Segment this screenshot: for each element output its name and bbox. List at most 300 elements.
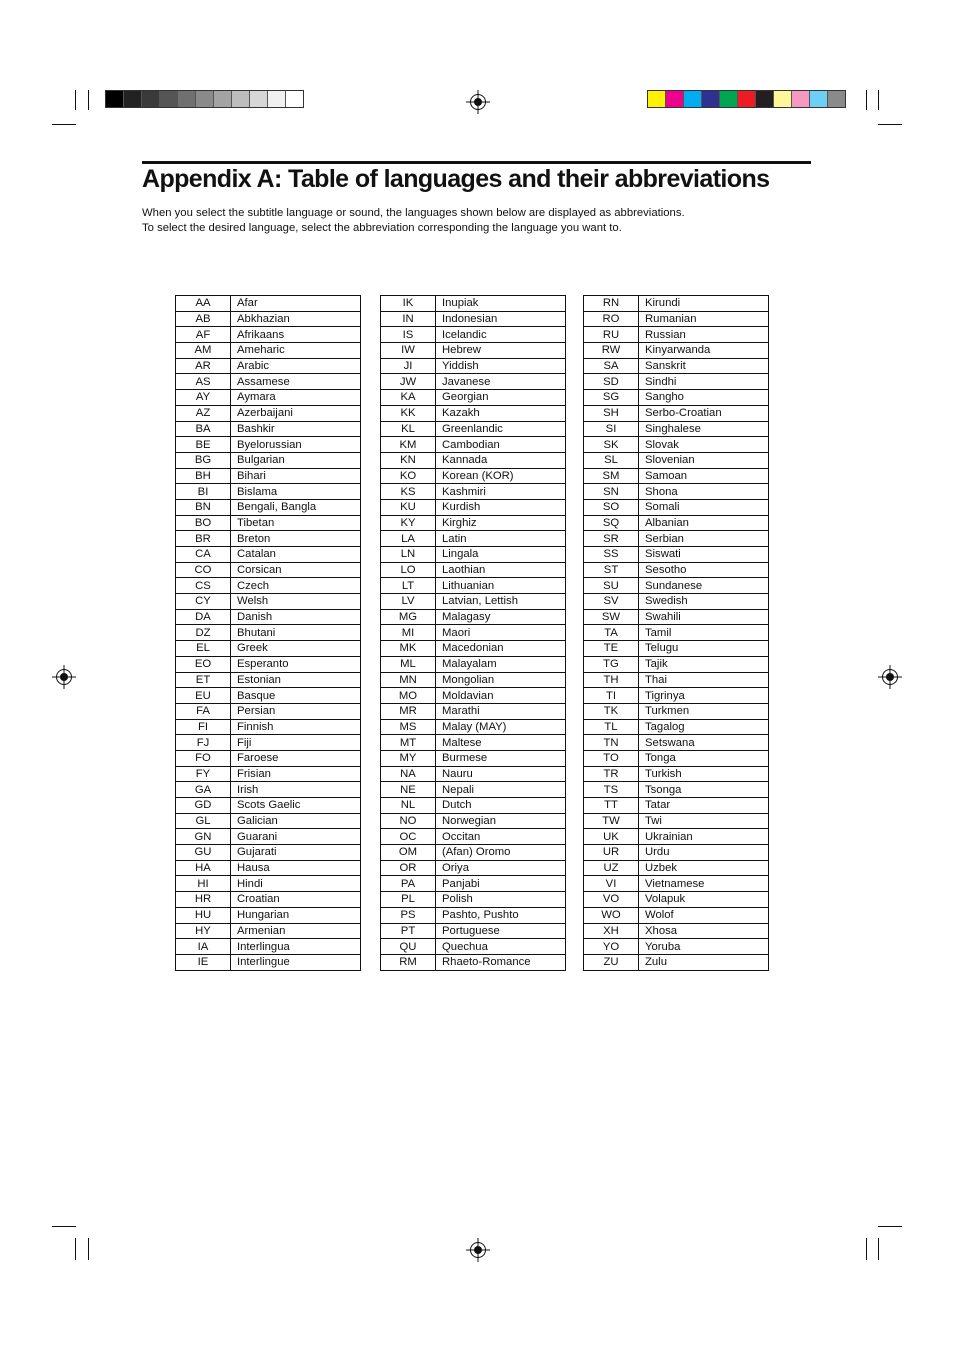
language-name: Finnish xyxy=(231,719,361,735)
language-name: Latvian, Lettish xyxy=(436,594,566,610)
table-row xyxy=(381,296,566,312)
language-name: Frisian xyxy=(231,766,361,782)
language-code: FI xyxy=(176,719,231,735)
language-name: Czech xyxy=(231,578,361,594)
language-name: Sundanese xyxy=(639,578,769,594)
language-name: Pashto, Pushto xyxy=(436,907,566,923)
language-code: EO xyxy=(176,656,231,672)
table-row xyxy=(381,327,566,343)
language-name: Croatian xyxy=(231,892,361,908)
language-name: Kinyarwanda xyxy=(639,343,769,359)
language-code: JW xyxy=(381,374,436,390)
language-name: Estonian xyxy=(231,672,361,688)
crop-mark xyxy=(75,1238,76,1260)
table-row xyxy=(176,892,361,908)
language-name: Rumanian xyxy=(639,311,769,327)
table-row xyxy=(381,939,566,955)
table-row xyxy=(584,735,769,751)
table-row xyxy=(381,625,566,641)
language-name: Bihari xyxy=(231,468,361,484)
language-code: GA xyxy=(176,782,231,798)
crop-mark xyxy=(52,1226,76,1227)
language-name: Abkhazian xyxy=(231,311,361,327)
language-name: Maltese xyxy=(436,735,566,751)
language-code: TL xyxy=(584,719,639,735)
language-name: Greek xyxy=(231,641,361,657)
language-name: Bengali, Bangla xyxy=(231,499,361,515)
language-code: SK xyxy=(584,437,639,453)
registration-mark-icon xyxy=(470,1242,486,1258)
color-swatch xyxy=(810,91,828,107)
language-code: SL xyxy=(584,452,639,468)
language-name: Xhosa xyxy=(639,923,769,939)
crop-mark xyxy=(866,1238,867,1260)
color-swatch xyxy=(702,91,720,107)
table-row xyxy=(584,311,769,327)
language-code: TS xyxy=(584,782,639,798)
language-table xyxy=(175,295,361,971)
crop-mark xyxy=(878,90,879,110)
table-row xyxy=(584,813,769,829)
table-row xyxy=(584,954,769,970)
language-code: QU xyxy=(381,939,436,955)
language-code: IN xyxy=(381,311,436,327)
language-code: IA xyxy=(176,939,231,955)
language-name: Burmese xyxy=(436,750,566,766)
table-row xyxy=(381,813,566,829)
language-name: Indonesian xyxy=(436,311,566,327)
language-name: Tamil xyxy=(639,625,769,641)
table-row xyxy=(176,484,361,500)
language-code: RM xyxy=(381,954,436,970)
language-name: Interlingue xyxy=(231,954,361,970)
table-row xyxy=(584,860,769,876)
table-row xyxy=(176,719,361,735)
language-name: Sindhi xyxy=(639,374,769,390)
grayscale-calibration-bar xyxy=(105,90,304,108)
table-row xyxy=(176,405,361,421)
table-row xyxy=(381,860,566,876)
table-row xyxy=(584,829,769,845)
table-row xyxy=(381,531,566,547)
language-code: NA xyxy=(381,766,436,782)
language-code: TE xyxy=(584,641,639,657)
table-row xyxy=(176,421,361,437)
language-name: Kirundi xyxy=(639,296,769,312)
table-row xyxy=(176,390,361,406)
crop-mark xyxy=(878,124,902,125)
table-row xyxy=(176,547,361,563)
table-row xyxy=(176,311,361,327)
table-row xyxy=(176,343,361,359)
language-code: SW xyxy=(584,609,639,625)
table-row xyxy=(584,907,769,923)
language-name: Korean (KOR) xyxy=(436,468,566,484)
color-swatch xyxy=(268,91,286,107)
language-code: SQ xyxy=(584,515,639,531)
language-code: BN xyxy=(176,499,231,515)
language-name: Nepali xyxy=(436,782,566,798)
table-row xyxy=(381,845,566,861)
language-code: VO xyxy=(584,892,639,908)
color-swatch xyxy=(738,91,756,107)
language-name: Hindi xyxy=(231,876,361,892)
language-name: Tibetan xyxy=(231,515,361,531)
table-row xyxy=(176,641,361,657)
language-code: ML xyxy=(381,656,436,672)
table-row xyxy=(176,782,361,798)
language-code: KM xyxy=(381,437,436,453)
table-row xyxy=(381,311,566,327)
language-name: Ukrainian xyxy=(639,829,769,845)
language-name: Russian xyxy=(639,327,769,343)
table-row xyxy=(176,499,361,515)
table-row xyxy=(381,782,566,798)
language-code: SI xyxy=(584,421,639,437)
crop-mark xyxy=(878,1226,902,1227)
language-code: LA xyxy=(381,531,436,547)
language-code: HI xyxy=(176,876,231,892)
language-code: UR xyxy=(584,845,639,861)
table-row xyxy=(176,468,361,484)
language-code: BG xyxy=(176,452,231,468)
language-code: SV xyxy=(584,594,639,610)
color-swatch xyxy=(250,91,268,107)
table-row xyxy=(176,688,361,704)
language-name: Welsh xyxy=(231,594,361,610)
language-code: FJ xyxy=(176,735,231,751)
language-code: SD xyxy=(584,374,639,390)
language-code: TG xyxy=(584,656,639,672)
language-code: PL xyxy=(381,892,436,908)
intro-text xyxy=(142,206,685,236)
language-name: Portuguese xyxy=(436,923,566,939)
language-name: Cambodian xyxy=(436,437,566,453)
language-name: Panjabi xyxy=(436,876,566,892)
table-row xyxy=(584,656,769,672)
language-code: VI xyxy=(584,876,639,892)
language-name: Macedonian xyxy=(436,641,566,657)
crop-mark xyxy=(88,1238,89,1260)
language-name: Hebrew xyxy=(436,343,566,359)
table-row xyxy=(584,609,769,625)
table-row xyxy=(176,374,361,390)
language-name: Sangho xyxy=(639,390,769,406)
language-code: WO xyxy=(584,907,639,923)
language-name: Basque xyxy=(231,688,361,704)
color-swatch xyxy=(792,91,810,107)
table-row xyxy=(176,954,361,970)
language-code: OR xyxy=(381,860,436,876)
language-name: Bislama xyxy=(231,484,361,500)
table-row xyxy=(584,421,769,437)
language-code: SR xyxy=(584,531,639,547)
language-code: RN xyxy=(584,296,639,312)
language-code: IE xyxy=(176,954,231,970)
language-code: KK xyxy=(381,405,436,421)
table-row xyxy=(176,515,361,531)
language-name: Norwegian xyxy=(436,813,566,829)
language-code: MT xyxy=(381,735,436,751)
crop-mark xyxy=(878,1238,879,1260)
table-row xyxy=(584,594,769,610)
language-code: AZ xyxy=(176,405,231,421)
language-code: LT xyxy=(381,578,436,594)
language-name: Catalan xyxy=(231,547,361,563)
table-row xyxy=(584,892,769,908)
table-row xyxy=(176,327,361,343)
language-code: HR xyxy=(176,892,231,908)
language-name: Thai xyxy=(639,672,769,688)
language-name: Serbo-Croatian xyxy=(639,405,769,421)
language-code: SU xyxy=(584,578,639,594)
language-table xyxy=(583,295,769,971)
language-name: Slovak xyxy=(639,437,769,453)
language-code: BH xyxy=(176,468,231,484)
crop-mark xyxy=(75,90,76,110)
color-swatch xyxy=(142,91,160,107)
table-row xyxy=(176,594,361,610)
table-row xyxy=(381,876,566,892)
language-name: Irish xyxy=(231,782,361,798)
table-row xyxy=(584,327,769,343)
crop-mark xyxy=(52,124,76,125)
table-row xyxy=(381,437,566,453)
language-code: LN xyxy=(381,547,436,563)
language-code: MK xyxy=(381,641,436,657)
language-code: OM xyxy=(381,845,436,861)
table-row xyxy=(584,515,769,531)
language-code: KY xyxy=(381,515,436,531)
language-name: Volapuk xyxy=(639,892,769,908)
language-name: Persian xyxy=(231,703,361,719)
color-swatch xyxy=(214,91,232,107)
table-row xyxy=(176,609,361,625)
language-name: Laothian xyxy=(436,562,566,578)
language-code: KN xyxy=(381,452,436,468)
language-name: Oriya xyxy=(436,860,566,876)
language-code: HA xyxy=(176,860,231,876)
table-row xyxy=(176,531,361,547)
table-row xyxy=(584,703,769,719)
language-code: KL xyxy=(381,421,436,437)
language-name: Zulu xyxy=(639,954,769,970)
language-code: PS xyxy=(381,907,436,923)
language-code: TO xyxy=(584,750,639,766)
table-row xyxy=(584,452,769,468)
language-name: Tajik xyxy=(639,656,769,672)
table-row xyxy=(584,468,769,484)
table-row xyxy=(176,296,361,312)
language-table xyxy=(380,295,566,971)
table-row xyxy=(584,390,769,406)
table-row xyxy=(381,907,566,923)
language-name: Malay (MAY) xyxy=(436,719,566,735)
language-name: Slovenian xyxy=(639,452,769,468)
language-code: SO xyxy=(584,499,639,515)
language-name: Turkish xyxy=(639,766,769,782)
language-code: FY xyxy=(176,766,231,782)
color-swatch xyxy=(720,91,738,107)
table-row xyxy=(381,688,566,704)
language-name: Tsonga xyxy=(639,782,769,798)
language-name: Albanian xyxy=(639,515,769,531)
language-name: Afrikaans xyxy=(231,327,361,343)
language-name: Hungarian xyxy=(231,907,361,923)
language-code: AY xyxy=(176,390,231,406)
table-row xyxy=(381,703,566,719)
table-row xyxy=(584,358,769,374)
language-name: Singhalese xyxy=(639,421,769,437)
language-code: HY xyxy=(176,923,231,939)
table-row xyxy=(381,405,566,421)
language-code: BR xyxy=(176,531,231,547)
language-code: NL xyxy=(381,798,436,814)
language-name: Kashmiri xyxy=(436,484,566,500)
language-name: Urdu xyxy=(639,845,769,861)
registration-mark-icon xyxy=(56,669,72,685)
table-row xyxy=(584,499,769,515)
language-code: MN xyxy=(381,672,436,688)
color-swatch xyxy=(828,91,845,107)
language-name: Scots Gaelic xyxy=(231,798,361,814)
table-row xyxy=(381,798,566,814)
language-code: SM xyxy=(584,468,639,484)
language-code: BE xyxy=(176,437,231,453)
language-code: BI xyxy=(176,484,231,500)
language-name: Rhaeto-Romance xyxy=(436,954,566,970)
table-row xyxy=(584,437,769,453)
language-name: Hausa xyxy=(231,860,361,876)
language-code: SH xyxy=(584,405,639,421)
language-code: RU xyxy=(584,327,639,343)
language-name: Shona xyxy=(639,484,769,500)
language-name: Lithuanian xyxy=(436,578,566,594)
language-code: KU xyxy=(381,499,436,515)
language-name: Arabic xyxy=(231,358,361,374)
table-row xyxy=(381,578,566,594)
table-row xyxy=(381,421,566,437)
language-code: TH xyxy=(584,672,639,688)
language-name: Lingala xyxy=(436,547,566,563)
language-code: CA xyxy=(176,547,231,563)
registration-mark-icon xyxy=(882,669,898,685)
language-code: MR xyxy=(381,703,436,719)
table-row xyxy=(381,750,566,766)
table-row xyxy=(381,641,566,657)
table-row xyxy=(381,719,566,735)
language-name: Fiji xyxy=(231,735,361,751)
language-code: NO xyxy=(381,813,436,829)
language-name: Icelandic xyxy=(436,327,566,343)
table-row xyxy=(176,578,361,594)
table-row xyxy=(584,798,769,814)
language-name: Kannada xyxy=(436,452,566,468)
language-code: OC xyxy=(381,829,436,845)
table-row xyxy=(584,641,769,657)
language-code: EL xyxy=(176,641,231,657)
language-name: Telugu xyxy=(639,641,769,657)
language-name: Uzbek xyxy=(639,860,769,876)
table-row xyxy=(176,625,361,641)
language-name: Tigrinya xyxy=(639,688,769,704)
table-row xyxy=(381,390,566,406)
language-name: Siswati xyxy=(639,547,769,563)
table-row xyxy=(176,358,361,374)
language-name: Vietnamese xyxy=(639,876,769,892)
language-name: Polish xyxy=(436,892,566,908)
language-code: GL xyxy=(176,813,231,829)
table-row xyxy=(381,358,566,374)
table-row xyxy=(176,452,361,468)
language-name: Danish xyxy=(231,609,361,625)
language-code: TK xyxy=(584,703,639,719)
table-row xyxy=(176,907,361,923)
table-row xyxy=(381,609,566,625)
language-code: AB xyxy=(176,311,231,327)
language-code: DZ xyxy=(176,625,231,641)
table-row xyxy=(176,860,361,876)
table-row xyxy=(584,405,769,421)
table-row xyxy=(584,939,769,955)
table-row xyxy=(584,876,769,892)
language-code: NE xyxy=(381,782,436,798)
language-name: Aymara xyxy=(231,390,361,406)
table-row xyxy=(176,829,361,845)
language-code: RO xyxy=(584,311,639,327)
table-row xyxy=(176,750,361,766)
table-row xyxy=(176,939,361,955)
table-row xyxy=(381,656,566,672)
language-code: KS xyxy=(381,484,436,500)
table-row xyxy=(584,296,769,312)
color-swatch xyxy=(178,91,196,107)
language-code: IK xyxy=(381,296,436,312)
language-code: YO xyxy=(584,939,639,955)
language-code: GU xyxy=(176,845,231,861)
language-name: (Afan) Oromo xyxy=(436,845,566,861)
language-code: LO xyxy=(381,562,436,578)
language-code: HU xyxy=(176,907,231,923)
language-code: TR xyxy=(584,766,639,782)
language-name: Malagasy xyxy=(436,609,566,625)
table-row xyxy=(381,735,566,751)
table-row xyxy=(176,876,361,892)
language-code: TT xyxy=(584,798,639,814)
table-row xyxy=(584,766,769,782)
crop-mark xyxy=(866,90,867,110)
language-code: DA xyxy=(176,609,231,625)
language-name: Occitan xyxy=(436,829,566,845)
color-swatch xyxy=(124,91,142,107)
color-swatch xyxy=(684,91,702,107)
color-swatch xyxy=(160,91,178,107)
language-name: Bulgarian xyxy=(231,452,361,468)
language-name: Swedish xyxy=(639,594,769,610)
language-code: BO xyxy=(176,515,231,531)
table-row xyxy=(381,343,566,359)
language-name: Sesotho xyxy=(639,562,769,578)
color-swatch xyxy=(106,91,124,107)
color-swatch xyxy=(774,91,792,107)
table-row xyxy=(176,703,361,719)
table-row xyxy=(176,656,361,672)
language-code: SS xyxy=(584,547,639,563)
language-code: PT xyxy=(381,923,436,939)
table-row xyxy=(176,735,361,751)
table-row xyxy=(176,562,361,578)
language-name: Malayalam xyxy=(436,656,566,672)
